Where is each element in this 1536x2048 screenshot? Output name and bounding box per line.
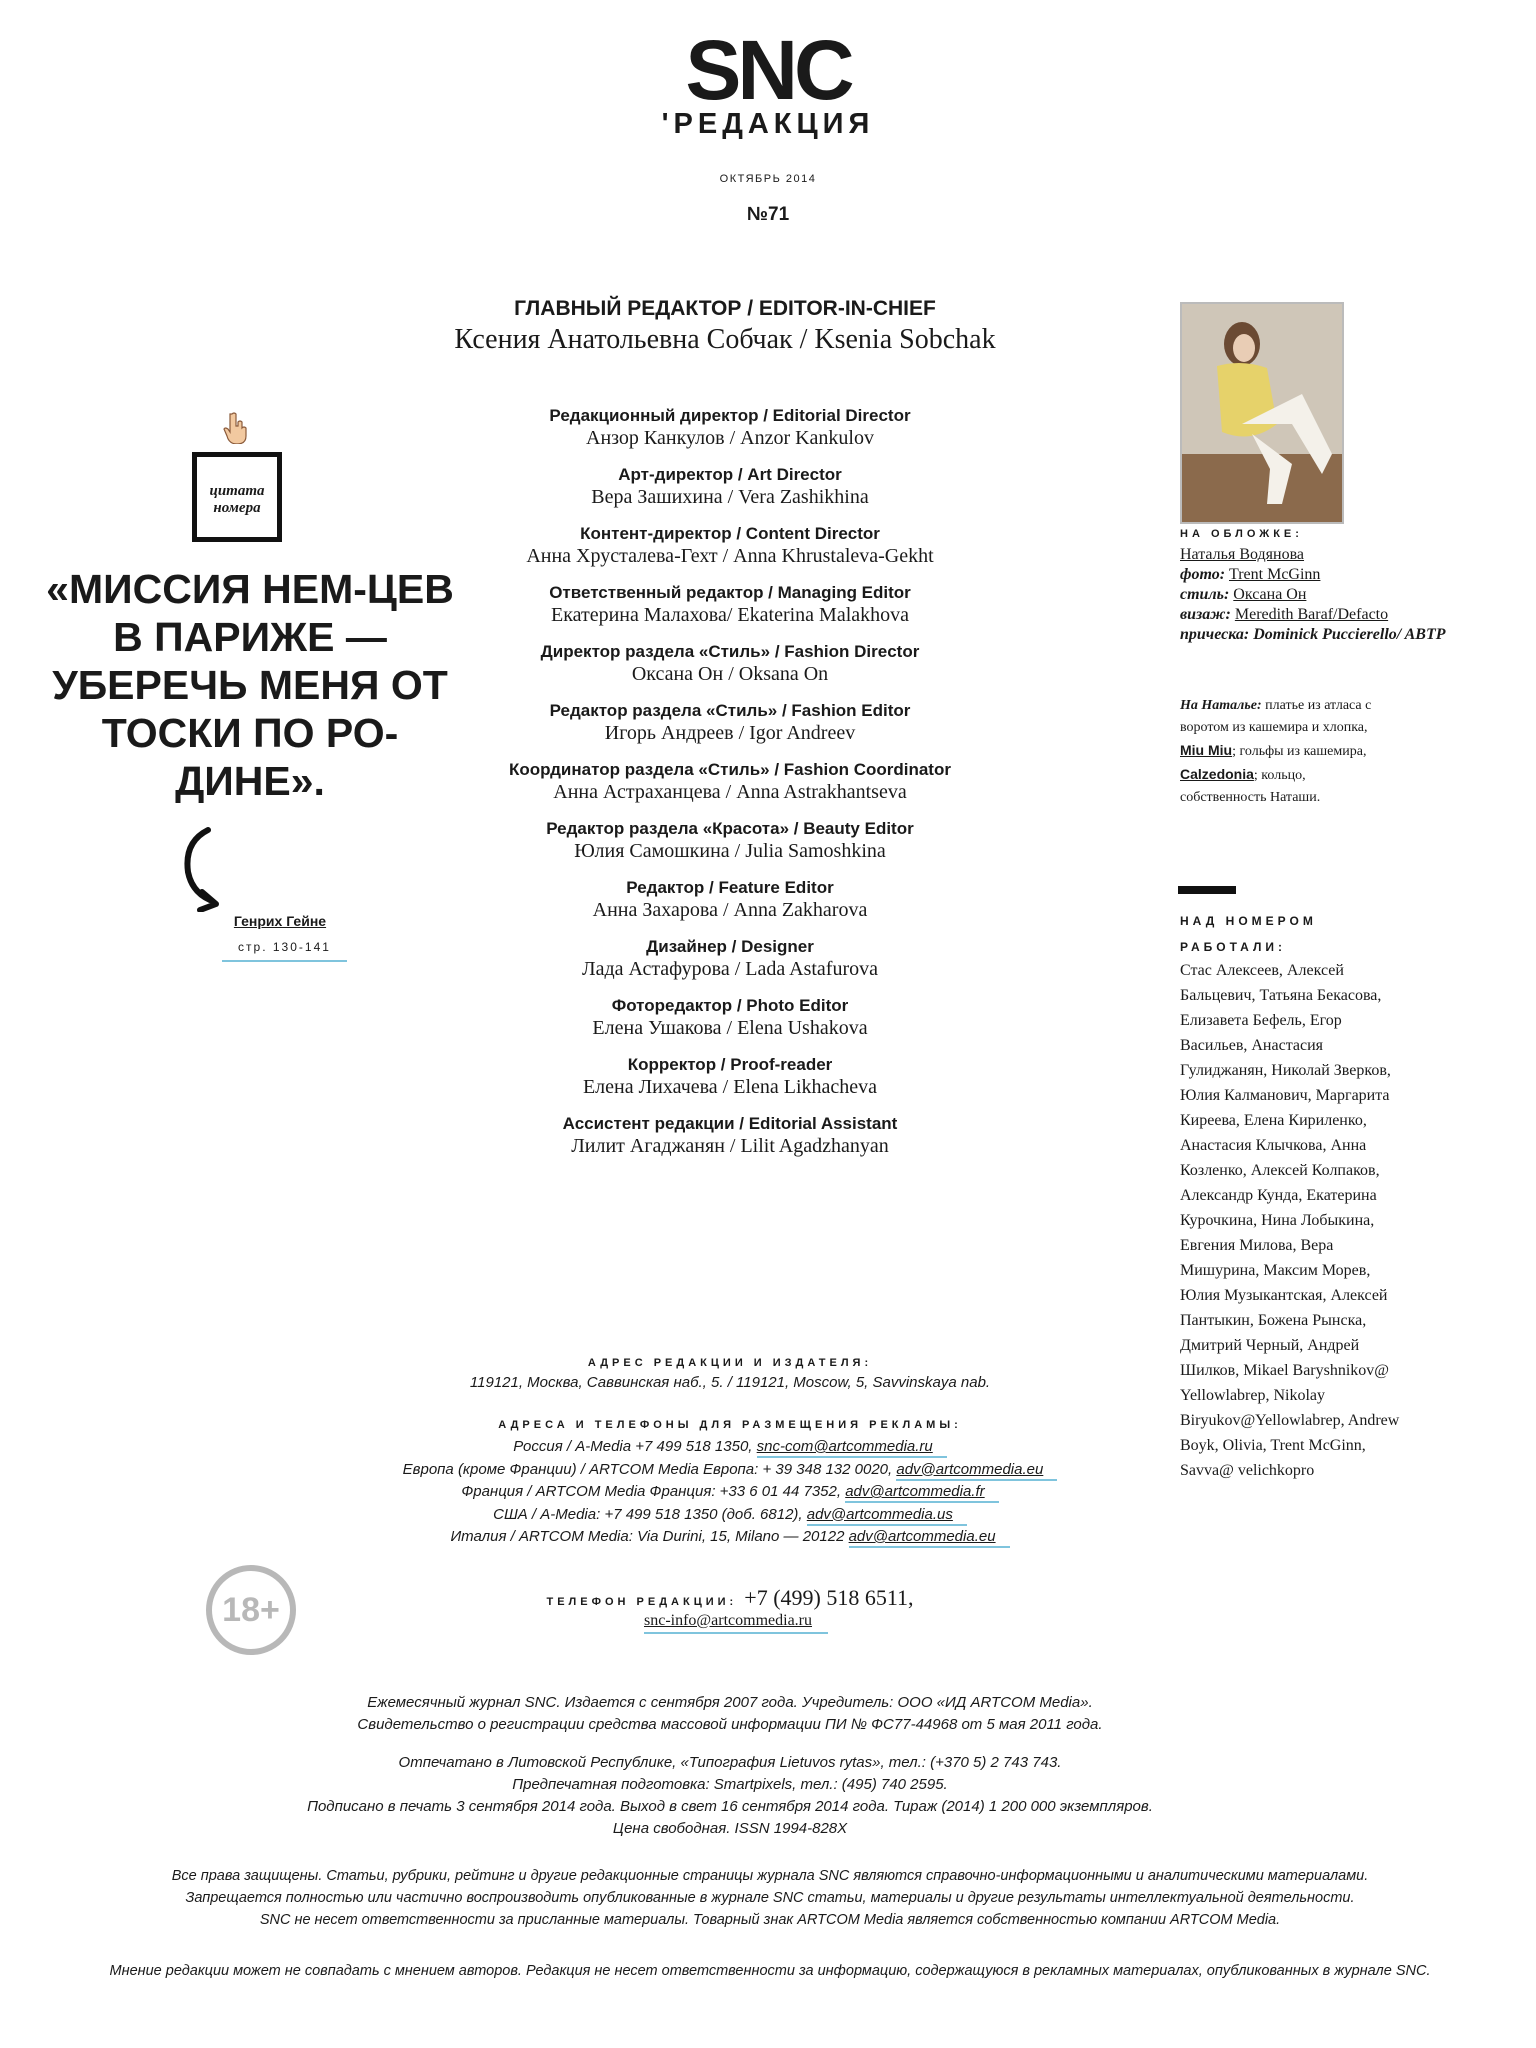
quote-pages: стр. 130-141 — [222, 940, 347, 962]
ads-email-link[interactable]: adv@artcommedia.eu — [849, 1528, 1010, 1548]
quote-badge-line-2: номера — [213, 500, 261, 516]
staff-item — [420, 701, 1040, 760]
phone-number[interactable]: +7 (499) 518 6511, — [744, 1585, 914, 1610]
staff-name: Оксана Он / Oksana On — [631, 663, 829, 685]
address-label: АДРЕС РЕДАКЦИИ И ИЗДАТЕЛЯ: — [587, 1357, 873, 1369]
curved-arrow-icon — [180, 822, 240, 912]
cover-stylist-link[interactable]: Оксана Он — [1233, 586, 1307, 603]
staff-role: Контент-директор / Content Director — [580, 524, 880, 543]
ads-row — [0, 1481, 1460, 1504]
cover-style-row — [1180, 585, 1450, 605]
rights-line: Все права защищены. Статьи, рубрики, рейтинг и другие редакционные страницы журнала SNC являются справочно-информационными и аналитическими материалами. — [171, 1868, 1369, 1884]
ads-row — [0, 1459, 1460, 1482]
rights-line: SNC не несет ответственности за присланные материалы. Товарный знак ARTCOM Media является собственностью компании ARTCOM Media. — [259, 1912, 1281, 1928]
outfit-lead: На Наталье: — [1180, 698, 1262, 713]
staff-item — [420, 583, 1040, 642]
staff-item — [420, 524, 1040, 583]
staff-item — [420, 642, 1040, 701]
staff-item — [420, 406, 1040, 465]
staff-role: Ассистент редакции / Editorial Assistant — [562, 1114, 898, 1133]
cover-makeup-label: визаж: — [1180, 606, 1231, 623]
staff-name: Вера Зашихина / Vera Zashikhina — [591, 486, 869, 508]
staff-name: Анзор Канкулов / Anzor Kankulov — [586, 427, 874, 449]
staff-name: Анна Астраханцева / Anna Astrakhantseva — [553, 781, 907, 803]
staff-role: Редактор раздела «Красота» / Beauty Editor — [546, 819, 914, 838]
quote-badge-line-1: цитата — [209, 483, 265, 499]
cover-model-link[interactable]: Наталья Водянова — [1180, 546, 1305, 563]
ads-row-text: Франция / ARTCOM Media Франция: +33 6 01 44 7352, — [461, 1483, 842, 1500]
staff-list — [420, 406, 1040, 1173]
phone-label: ТЕЛЕФОН РЕДАКЦИИ: — [546, 1596, 738, 1608]
ads-row-text: Россия / A-Media +7 499 518 1350, — [513, 1438, 753, 1455]
age-rating-badge: 18+ — [206, 1565, 296, 1655]
ads-email-link[interactable]: snc-com@artcommedia.ru — [757, 1438, 947, 1458]
staff-item — [420, 1055, 1040, 1114]
staff-item — [420, 878, 1040, 937]
cover-makeup-row — [1180, 605, 1450, 625]
imprint-line: Предпечатная подготовка: Smartpixels, тел.: (495) 740 2595. — [512, 1776, 948, 1793]
cover-photographer-link[interactable]: Trent McGinn — [1229, 566, 1321, 583]
ads-email-link[interactable]: adv@artcommedia.us — [807, 1506, 967, 1526]
address-text: 119121, Москва, Саввинская наб., 5. / 119121, Moscow, 5, Savvinskaya nab. — [469, 1374, 991, 1391]
quote-badge — [192, 452, 282, 542]
disclaimer: Мнение редакции может не совпадать с мнением авторов. Редакция не несет ответственности за информацию, содержащуюся в рекламных материалах, опубликованных в журнале SNC. — [109, 1963, 1431, 1979]
magazine-logo: SNC — [685, 23, 851, 117]
imprint-line: Свидетельство о регистрации средства массовой информации ПИ № ФС77-44968 от 5 мая 2011 года. — [357, 1716, 1103, 1733]
staff-role: Редактор / Feature Editor — [626, 878, 834, 897]
cover-photo-row — [1180, 565, 1450, 585]
imprint-block-2 — [0, 1752, 1460, 1840]
brand-link-miu-miu[interactable]: Miu Miu — [1180, 742, 1233, 758]
ads-email-link[interactable]: adv@artcommedia.fr — [845, 1483, 998, 1503]
editorial-email-link[interactable]: snc-info@artcommedia.ru — [644, 1612, 828, 1634]
staff-role: Редактор раздела «Стиль» / Fashion Editor — [549, 701, 911, 720]
staff-name: Юлия Самошкина / Julia Samoshkina — [574, 840, 886, 862]
staff-name: Елена Лихачева / Elena Likhacheva — [582, 1076, 878, 1098]
staff-name: Лилит Агаджанян / Lilit Agadzhanyan — [571, 1135, 889, 1157]
staff-name: Анна Захарова / Anna Zakharova — [592, 899, 868, 921]
ads-row-text: Европа (кроме Франции) / ARTCOM Media Европа: + 39 348 132 0020, — [402, 1460, 893, 1478]
ads-contacts — [0, 1436, 1460, 1549]
staff-item — [420, 819, 1040, 878]
staff-role: Фоторедактор / Photo Editor — [611, 996, 849, 1015]
staff-role: Редакционный директор / Editorial Director — [549, 406, 911, 425]
staff-item — [420, 760, 1040, 819]
outfit-text-1: платье из атласа с воротом из кашемира и хлопка, — [1180, 698, 1372, 735]
issue-date: ОКТЯБРЬ 2014 — [719, 173, 817, 185]
staff-role: Координатор раздела «Стиль» / Fashion Coordinator — [509, 760, 951, 779]
staff-name: Лада Астафурова / Lada Astafurova — [582, 958, 878, 980]
ads-row — [0, 1504, 1460, 1527]
staff-role: Ответственный редактор / Managing Editor — [549, 583, 911, 602]
imprint-line: Ежемесячный журнал SNC. Издается с сентября 2007 года. Учредитель: ООО «ИД ARTCOM Media». — [367, 1694, 1093, 1711]
cover-hair-row: прическа: Dominick Puccierello/ ABTP — [1180, 626, 1446, 643]
cover-label: НА ОБЛОЖКЕ: — [1180, 528, 1303, 540]
team-list: Стас Алексеев, Алексей Бальцевич, Татьяна Бекасова, Елизавета Бефель, Егор Васильев, Анастасия Гулиджанян, Николай Зверков, Юлия Калманович, Маргарита Киреева, Елена Кириленко, Анастасия Клычкова, Анна Козленко, Алексей Колпаков, Александр Кунда, Екатерина Курочкина, Нина Лобыкина, Евгения Милова, Вера Мишурина, Максим Морев, Юлия Музыкантская, Алексей Пантыкин, Божена Рынска, Дмитрий Черный, Андрей Шилков, Mikael Baryshnikov@ Yellowlabrep, Nikolay Biryukov@Yellowlabrep, Andrew Boyk, Olivia, Trent McGinn, Savva@ velichkopro — [1180, 962, 1400, 1479]
staff-item — [420, 937, 1040, 996]
staff-role: Дизайнер / Designer — [646, 937, 814, 956]
page-title: 'РЕДАКЦИЯ — [661, 108, 875, 140]
staff-role: Директор раздела «Стиль» / Fashion Director — [540, 642, 920, 661]
staff-role: Арт-директор / Art Director — [618, 465, 842, 484]
quote-text: «МИССИЯ НЕМ-ЦЕВ В ПАРИЖЕ — УБЕРЕЧЬ МЕНЯ ОТ ТОСКИ ПО РО-ДИНЕ». — [46, 566, 454, 804]
ads-row — [0, 1526, 1460, 1549]
ads-email-link[interactable]: adv@artcommedia.eu — [896, 1461, 1057, 1481]
cover-makeup-link[interactable]: Meredith Baraf/Defacto — [1234, 606, 1389, 623]
imprint-line: Цена свободная. ISSN 1994-828X — [612, 1820, 848, 1837]
brand-link-calzedonia[interactable]: Calzedonia — [1180, 766, 1254, 782]
cover-model-row — [1180, 545, 1450, 565]
staff-item — [420, 996, 1040, 1055]
cover-outfit — [1180, 695, 1380, 809]
ads-label: АДРЕСА И ТЕЛЕФОНЫ ДЛЯ РАЗМЕЩЕНИЯ РЕКЛАМЫ: — [498, 1419, 962, 1431]
ads-row — [0, 1436, 1460, 1459]
staff-item — [420, 465, 1040, 524]
rights-line: Запрещается полностью или частично воспроизводить опубликованные в журнале SNC статьи, материалы и другие результаты интеллектуальной деятельности. — [185, 1890, 1355, 1906]
pointing-hand-icon — [222, 412, 250, 444]
cover-style-label: стиль: — [1180, 586, 1230, 603]
quote-author-link[interactable]: Генрих Гейне — [233, 913, 327, 929]
chief-editor-role: ГЛАВНЫЙ РЕДАКТОР / EDITOR-IN-CHIEF — [514, 297, 936, 320]
cover-thumbnail[interactable] — [1180, 302, 1344, 524]
staff-name: Елена Ушакова / Elena Ushakova — [592, 1017, 868, 1039]
imprint-line: Подписано в печать 3 сентября 2014 года. Выход в свет 16 сентября 2014 года. Тираж (2014) 1 200 000 экземпляров. — [307, 1798, 1153, 1815]
staff-role: Корректор / Proof-reader — [627, 1055, 833, 1074]
issue-number: №71 — [746, 204, 790, 225]
imprint-block-1 — [0, 1692, 1460, 1736]
team-label: НАД НОМЕРОМ РАБОТАЛИ: — [1180, 914, 1317, 954]
outfit-text-3: ; кольцо, собственность Наташи. — [1180, 768, 1321, 805]
outfit-text-2: ; гольфы из кашемира, — [1232, 744, 1367, 759]
ads-row-text: Италия / ARTCOM Media: Via Durini, 15, Milano — 20122 — [450, 1528, 845, 1545]
staff-name: Игорь Андреев / Igor Andreev — [604, 722, 856, 744]
staff-item — [420, 1114, 1040, 1173]
cover-photo-label: фото: — [1180, 566, 1226, 583]
staff-name: Екатерина Малахова/ Ekaterina Malakhova — [550, 604, 910, 626]
chief-editor-name: Ксения Анатольевна Собчак / Ksenia Sobchak — [454, 324, 996, 355]
ads-row-text: США / A-Media: +7 499 518 1350 (доб. 6812), — [493, 1505, 803, 1523]
imprint-line: Отпечатано в Литовской Республике, «Типография Lietuvos rytas», тел.: (+370 5) 2 743 743. — [398, 1754, 1062, 1771]
cover-credits — [1180, 545, 1450, 645]
staff-name: Анна Хрусталева-Гехт / Anna Khrustaleva-Gekht — [526, 545, 934, 567]
divider — [1178, 886, 1236, 894]
rights-block — [40, 1865, 1500, 1931]
